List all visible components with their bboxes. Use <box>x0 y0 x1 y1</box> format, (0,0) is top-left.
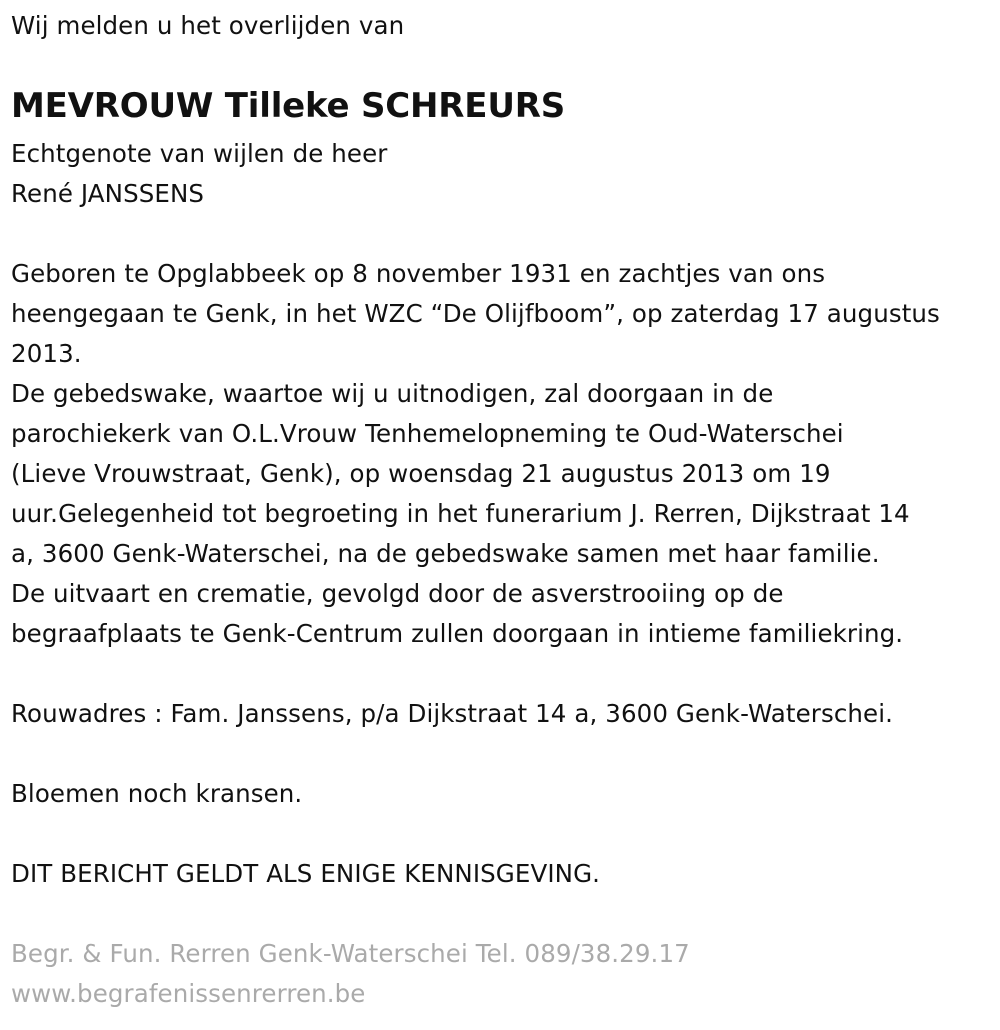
funeral-home-footer <box>11 934 690 1014</box>
body-text <box>11 254 940 654</box>
body-line: uur.Gelegenheid tot begroeting in het funerarium J. Rerren, Dijkstraat 14 <box>11 499 910 528</box>
spouse-name: René JANSSENS <box>11 179 205 208</box>
body-line: (Lieve Vrouwstraat, Genk), op woensdag 21 augustus 2013 om 19 <box>11 459 831 488</box>
official-notice: DIT BERICHT GELDT ALS ENIGE KENNISGEVING. <box>11 859 601 888</box>
body-line: a, 3600 Genk-Waterschei, na de gebedswake samen met haar familie. <box>11 539 880 568</box>
body-line: De uitvaart en crematie, gevolgd door de asverstrooiing op de <box>11 579 784 608</box>
body-line: 2013. <box>11 339 82 368</box>
funeral-home-website[interactable]: www.begrafenissenrerren.be <box>11 979 366 1008</box>
flowers-block <box>11 774 302 814</box>
body-line: Geboren te Opglabbeek op 8 november 1931 en zachtjes van ons <box>11 259 826 288</box>
spouse-line: Echtgenote van wijlen de heer <box>11 139 388 168</box>
body-line: heengegaan te Genk, in het WZC “De Olijfboom”, op zaterdag 17 augustus <box>11 299 940 328</box>
body-line: De gebedswake, waartoe wij u uitnodigen, zal doorgaan in de <box>11 379 774 408</box>
official-notice-block <box>11 854 600 894</box>
flowers-note: Bloemen noch kransen. <box>11 779 303 808</box>
intro-text: Wij melden u het overlijden van <box>11 11 405 40</box>
funeral-home-contact: Begr. & Fun. Rerren Genk-Waterschei Tel. 089/38.29.17 <box>11 939 690 968</box>
mourning-address: Rouwadres : Fam. Janssens, p/a Dijkstraat 14 a, 3600 Genk-Waterschei. <box>11 699 893 728</box>
body-line: begraafplaats te Genk-Centrum zullen doorgaan in intieme familiekring. <box>11 619 904 648</box>
mourning-address-block <box>11 694 893 734</box>
spouse-block <box>11 134 387 214</box>
body-line: parochiekerk van O.L.Vrouw Tenhemelopneming te Oud-Waterschei <box>11 419 844 448</box>
deceased-name: MEVROUW Tilleke SCHREURS <box>11 86 565 126</box>
